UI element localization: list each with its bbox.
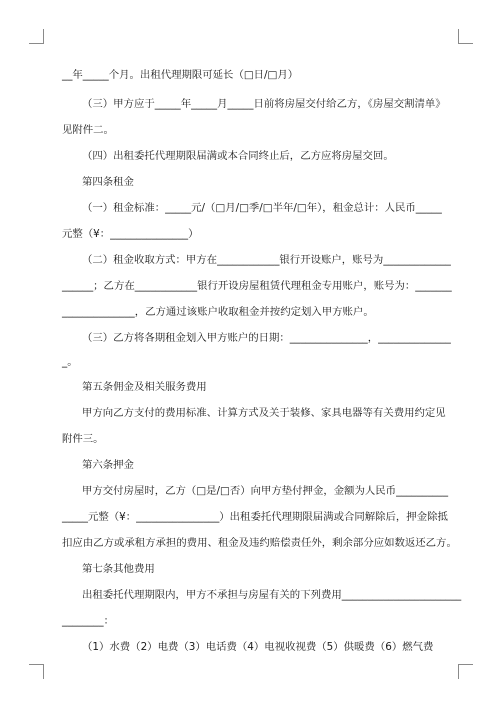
text-line: 扣应由乙方或承租方承担的费用、租金及违约赔偿责任外，剩余部分应如数返还乙方。 <box>62 537 457 549</box>
text-line: ______________，乙方通过该账户收取租金并按约定划入甲方账户。 <box>62 306 374 318</box>
text-line: （三）乙方将各期租金划入甲方账户的日期：_______________，______________ <box>82 332 451 344</box>
crop-mark-bottom-left <box>29 664 44 679</box>
text-line: （一）租金标准：_____元/（□月/□季/□半年/□年），租金总计：人民币_____ <box>82 202 442 214</box>
text-line: 附件三。 <box>62 433 104 445</box>
text-line: （三）甲方应于_____年_____月_____日前将房屋交付给乙方，《房屋交割清单》 <box>82 98 446 110</box>
text-line: __年_____个月。出租代理期限可延长（□日/□月） <box>62 69 299 81</box>
text-line: （四）出租委托代理期限届满或本合同终止后，乙方应将房屋交回。 <box>82 150 394 162</box>
text-line: ________： <box>62 615 114 627</box>
crop-mark-top-left <box>29 29 44 44</box>
text-line: ______；乙方在____________银行开设房屋租赁代理租金专用账户，账号为：_______ <box>62 280 452 292</box>
section-heading: 第五条佣金及相关服务费用 <box>82 381 207 393</box>
crop-mark-top-right <box>458 29 473 44</box>
text-line: 出租委托代理期限内，甲方不承担与房屋有关的下列费用_______________________ <box>82 589 462 601</box>
text-line: 甲方交付房屋时，乙方（□是/□否）向甲方垫付押金，金额为人民币__________ <box>82 485 449 497</box>
text-line: _。 <box>62 356 78 368</box>
text-line: 甲方向乙方支付的费用标准、计算方式及关于装修、家具电器等有关费用约定见 <box>82 407 446 419</box>
text-line: 见附件二。 <box>62 124 114 136</box>
text-line: （二）租金收取方式：甲方在____________银行开设账户，账号为_____________ <box>82 254 451 266</box>
text-line: 元整（¥：_______________） <box>62 228 199 240</box>
section-heading: 第七条其他费用 <box>82 563 155 575</box>
section-heading: 第六条押金 <box>82 459 134 471</box>
crop-mark-bottom-right <box>458 664 473 679</box>
text-line: _____元整（¥：________________）出租委托代理期限届满或合同解除后，押金除抵 <box>62 511 448 523</box>
text-line: （1）水费（2）电费（3）电话费（4）电视收视费（5）供暖费（6）燃气费 <box>82 641 434 653</box>
document-page <box>62 0 462 707</box>
section-heading: 第四条租金 <box>82 176 134 188</box>
